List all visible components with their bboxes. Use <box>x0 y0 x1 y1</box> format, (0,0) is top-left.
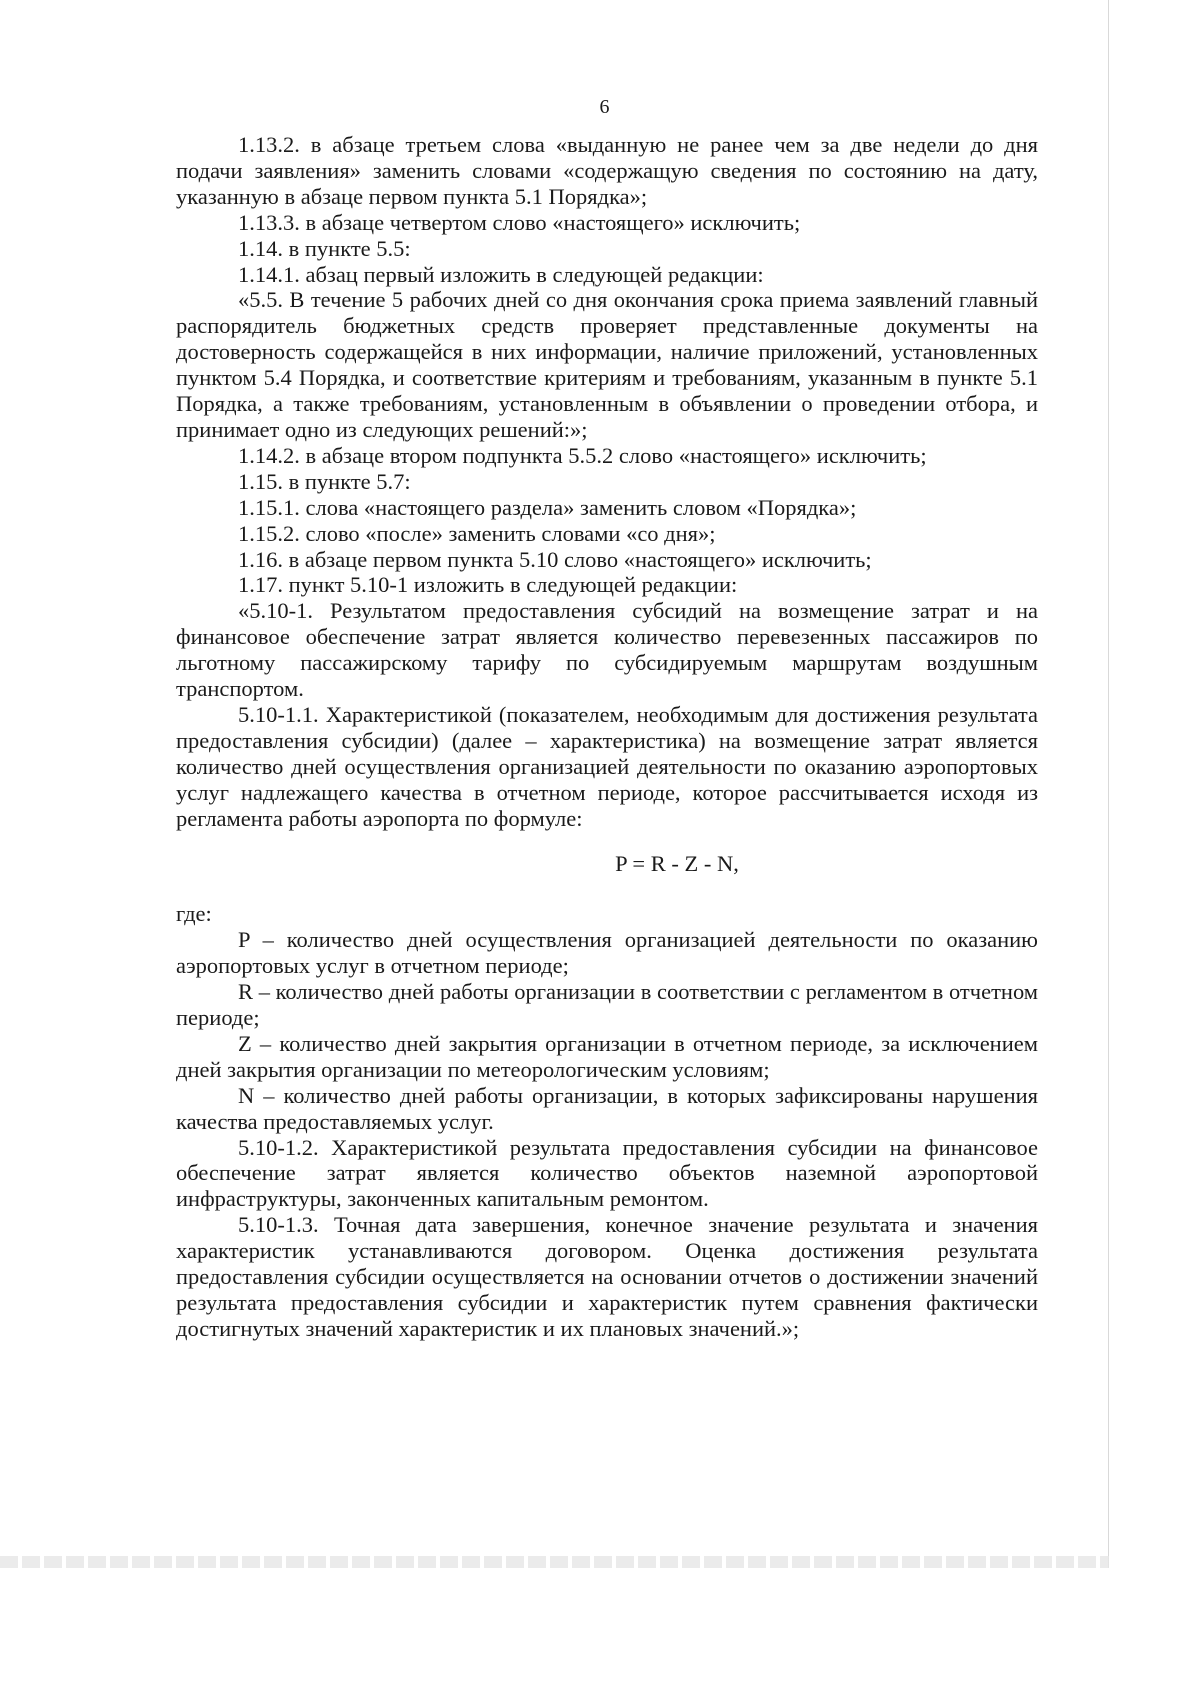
paragraph: 1.13.2. в абзаце третьем слова «выданную не ранее чем за две недели до дня подачи заявления» заменить словами «содержащую сведения по состоянию на дату, указанную в абзаце первом пункта 5.1 Порядка»; <box>176 132 1038 209</box>
paragraph: 1.16. в абзаце первом пункта 5.10 слово «настоящего» исключить; <box>238 546 872 572</box>
paragraph: 1.15. в пункте 5.7: <box>238 468 411 494</box>
definition-item: P – количество дней осуществления организацией деятельности по оказанию аэропортовых услуг в отчетном периоде; <box>176 927 1038 979</box>
scan-edge <box>0 1556 1109 1568</box>
paragraph: 5.10-1.1. Характеристикой (показателем, необходимым для достижения результата предоставления субсидии) (далее – характеристика) на возмещение затрат является количество дней осуществления организацией деятельности по оказанию аэропортовых услуг надлежащего качества в отчетном периоде, которое рассчитывается исходя из регламента работы аэропорта по формуле: <box>176 701 1038 831</box>
paragraph: 5.10-1.2. Характеристикой результата предоставления субсидии на финансовое обеспечение затрат является количество объектов наземной аэропортовой инфраструктуры, законченных капитальным ремонтом. <box>176 1134 1038 1212</box>
formula: P = R - Z - N, <box>615 851 739 877</box>
paragraph: 1.13.3. в абзаце четвертом слово «настоящего» исключить; <box>238 209 801 235</box>
definition-item: R – количество дней работы организации в соответствии с регламентом в отчетном периоде; <box>176 979 1038 1030</box>
paragraph: 1.14.2. в абзаце втором подпункта 5.5.2 слово «настоящего» исключить; <box>238 442 927 468</box>
paragraph: 1.17. пункт 5.10-1 изложить в следующей редакции: <box>238 572 738 598</box>
paragraph: 1.14. в пункте 5.5: <box>238 235 411 261</box>
paragraph: «5.5. В течение 5 рабочих дней со дня окончания срока приема заявлений главный распорядитель бюджетных средств проверяет представленные документы на достоверность содержащейся в них информации, наличие приложений, установленных пунктом 5.4 Порядка, и соответствие критериям и требованиям, указанным в пункте 5.1 Порядка, а также требованиям, установленным в объявлении о проведении отбора, и принимает одно из следующих решений:»; <box>176 287 1038 442</box>
where-label: где: <box>176 901 212 927</box>
page-number: 6 <box>599 96 610 118</box>
paragraph: 1.14.1. абзац первый изложить в следующей редакции: <box>238 261 764 287</box>
paragraph: 1.15.2. слово «после» заменить словами «со дня»; <box>238 520 716 546</box>
definition-item: Z – количество дней закрытия организации в отчетном периоде, за исключением дней закрытия организации по метеорологическим условиям; <box>176 1030 1038 1082</box>
paragraph: «5.10-1. Результатом предоставления субсидий на возмещение затрат и на финансовое обеспечение затрат является количество перевезенных пассажиров по льготному пассажирскому тарифу по субсидируемым маршрутам воздушным транспортом. <box>176 598 1038 702</box>
paragraph: 1.15.1. слова «настоящего раздела» заменить словом «Порядка»; <box>238 494 857 520</box>
document-body <box>176 132 1038 1342</box>
paragraph: 5.10-1.3. Точная дата завершения, конечное значение результата и значения характеристик устанавливаются договором. Оценка достижения результата предоставления субсидии осуществляется на основании отчетов о достижении значений результата предоставления субсидии и характеристик путем сравнения фактически достигнутых значений характеристик и их плановых значений.»; <box>176 1212 1038 1341</box>
definition-item: N – количество дней работы организации, в которых зафиксированы нарушения качества предоставляемых услуг. <box>176 1082 1038 1134</box>
